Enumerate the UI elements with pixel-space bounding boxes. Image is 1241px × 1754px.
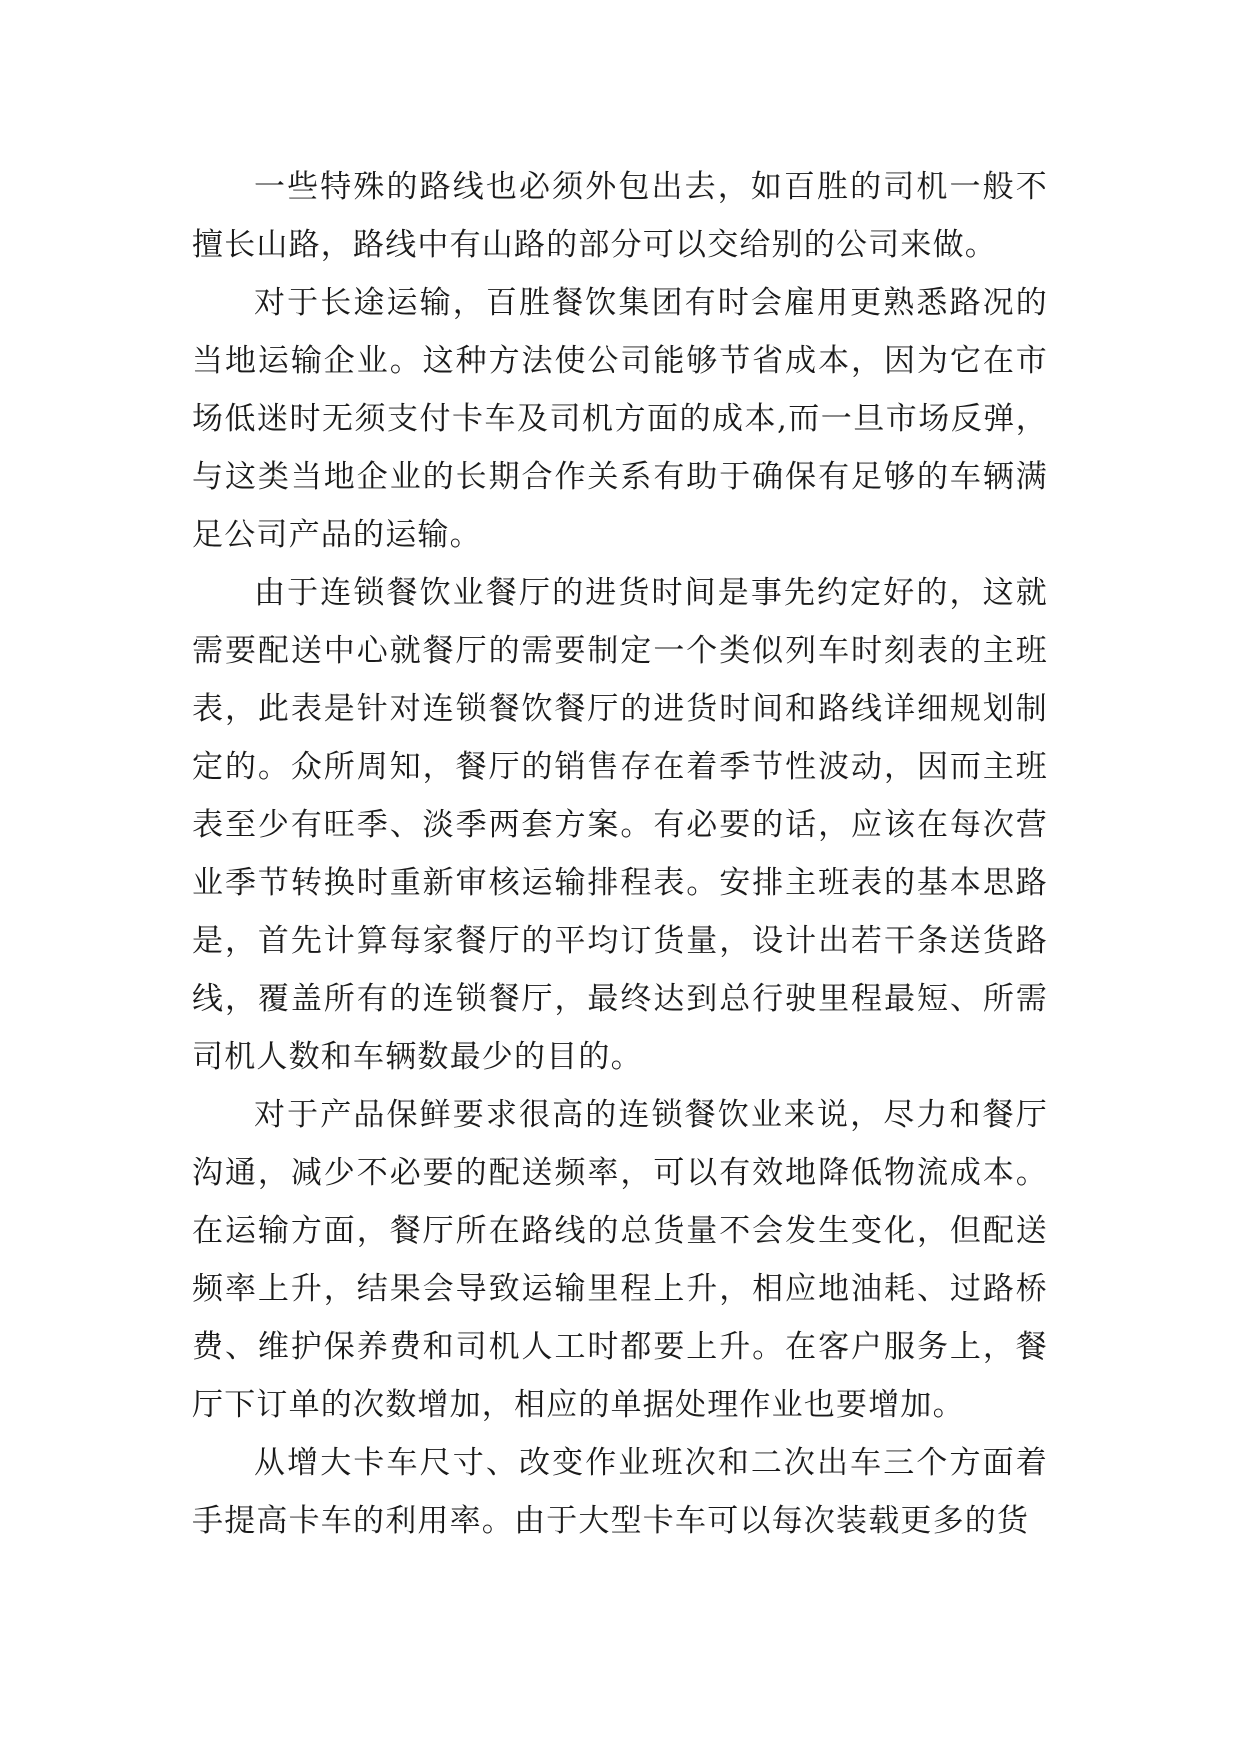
paragraph: 一些特殊的路线也必须外包出去，如百胜的司机一般不擅长山路，路线中有山路的部分可以交给别的公司来做。	[192, 169, 1048, 263]
paragraph: 对于产品保鲜要求很高的连锁餐饮业来说，尽力和餐厅沟通，减少不必要的配送频率，可以有效地降低物流成本。在运输方面，餐厅所在路线的总货量不会发生变化，但配送频率上升，结果会导致运输里程上升，相应地油耗、过路桥费、维护保养费和司机人工时都要上升。在客户服务上，餐厅下订单的次数增加，相应的单据处理作业也要增加。	[192, 1097, 1048, 1423]
document-body	[192, 158, 1048, 1550]
paragraph: 从增大卡车尺寸、改变作业班次和二次出车三个方面着手提高卡车的利用率。由于大型卡车可以每次装载更多的货	[192, 1445, 1048, 1539]
paragraph: 对于长途运输，百胜餐饮集团有时会雇用更熟悉路况的当地运输企业。这种方法使公司能够节省成本，因为它在市场低迷时无须支付卡车及司机方面的成本,而一旦市场反弹，与这类当地企业的长期合作关系有助于确保有足够的车辆满足公司产品的运输。	[192, 285, 1048, 553]
paragraph: 由于连锁餐饮业餐厅的进货时间是事先约定好的，这就需要配送中心就餐厅的需要制定一个类似列车时刻表的主班表，此表是针对连锁餐饮餐厅的进货时间和路线详细规划制定的。众所周知，餐厅的销售存在着季节性波动，因而主班表至少有旺季、淡季两套方案。有必要的话，应该在每次营业季节转换时重新审核运输排程表。安排主班表的基本思路是，首先计算每家餐厅的平均订货量，设计出若干条送货路线，覆盖所有的连锁餐厅，最终达到总行驶里程最短、所需司机人数和车辆数最少的目的。	[192, 575, 1048, 1075]
